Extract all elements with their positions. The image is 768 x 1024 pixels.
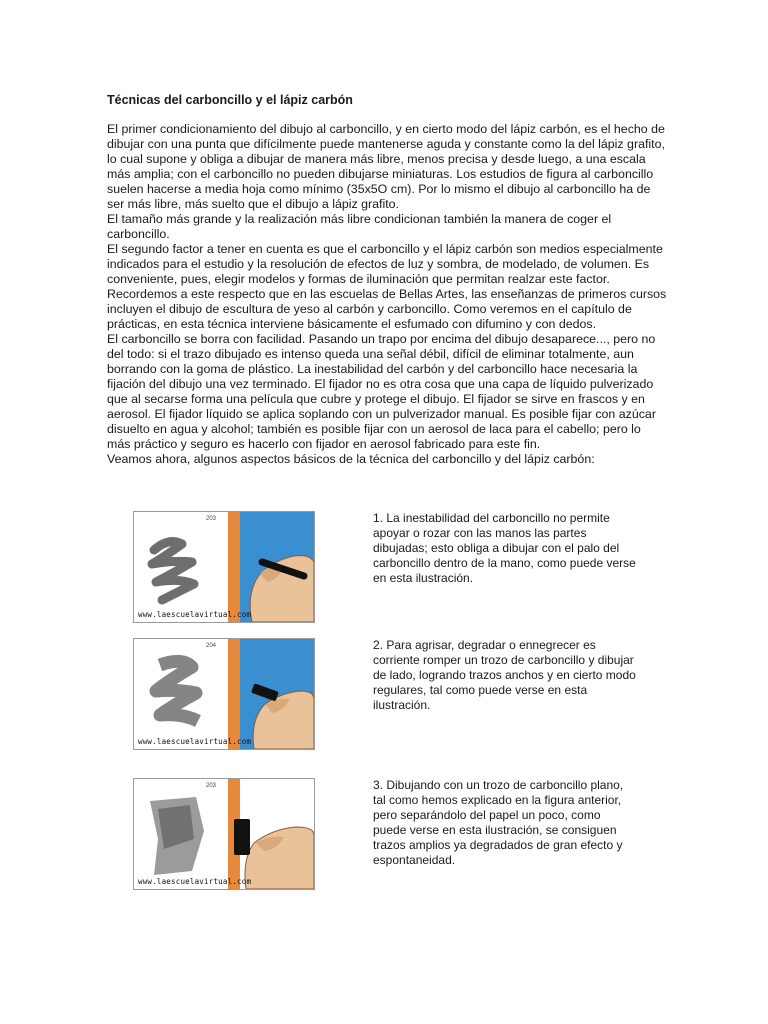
body-text xyxy=(107,122,667,467)
step-1-caption: 1. La inestabilidad del carboncillo no permite apoyar o rozar con las manos las partes dibujadas; esto obliga a dibujar con el palo del carboncillo dentro de la mano, como puede verse en esta ilustración. xyxy=(373,511,636,585)
step-3-illustration xyxy=(133,778,315,890)
watermark: www.laescuelavirtual.com xyxy=(138,737,252,746)
paragraph: El primer condicionamiento del dibujo al carboncillo, y en cierto modo del lápiz carbón, es el hecho de dibujar con una punta que difícilmente puede mantenerse aguda y constante como la del lápiz grafito, lo cual supone y obliga a dibujar de manera más libre, menos precisa y desde luego, a una escala más amplia; con el carboncillo no pueden dibujarse miniaturas. Los estudios de figura al carboncillo suelen hacerse a media hoja como mínimo (35x5O cm). Por lo mismo el dibujo al carboncillo ha de ser más libre, más suelto que el dibujo a lápiz grafito. xyxy=(107,122,665,211)
page-number: 203 xyxy=(206,783,217,789)
paragraph: Veamos ahora, algunos aspectos básicos de la técnica del carboncillo y del lápiz carbón: xyxy=(107,452,595,466)
watermark: www.laescuelavirtual.com xyxy=(138,610,252,619)
paragraph: El carboncillo se borra con facilidad. Pasando un trapo por encima del dibujo desaparece..., pero no del todo: si el trazo dibujado es intenso queda una señal débil, difícil de eliminar totalmente, aun borrando con la goma de plástico. La inestabilidad del carbón y del carboncillo hace necesaria la fijación del dibujo una vez terminado. El fijador no es otra cosa que una capa de líquido pulverizado que al secarse forma una película que cubre y protege el dibujo. El fijador se sirve en frascos y en aerosol. El fijador líquido se aplica soplando con un pulverizador manual. Es posible fijar con azúcar disuelto en agua y alcohol; también es posible fijar con un aerosol de laca para el cabello; pero lo más práctico y seguro es hacerlo con fijador en aerosol fabricado para este fin. xyxy=(107,332,656,451)
watermark: www.laescuelavirtual.com xyxy=(138,877,252,886)
step-1-illustration xyxy=(133,511,315,623)
page-number: 203 xyxy=(206,516,217,522)
paragraph: El segundo factor a tener en cuenta es que el carboncillo y el lápiz carbón son medios especialmente indicados para el estudio y la resolución de efectos de luz y sombra, de modelado, de volumen. Es conveniente, pues, elegir modelos y formas de iluminación que permitan realzar este factor. Recordemos a este respecto que en las escuelas de Bellas Artes, las enseñanzas de primeros cursos incluyen el dibujo de escultura de yeso al carbón y carboncillo. Como veremos en el capítulo de prácticas, en esta técnica interviene básicamente el esfumado con difumino y con dedos. xyxy=(107,242,667,331)
illustration-graphic xyxy=(134,512,314,622)
step-2-illustration xyxy=(133,638,315,750)
page-number: 204 xyxy=(206,643,217,649)
step-1 xyxy=(133,511,673,641)
illustration-graphic xyxy=(134,779,314,889)
step-3 xyxy=(133,778,673,908)
paragraph: El tamaño más grande y la realización más libre condicionan también la manera de coger el carboncillo. xyxy=(107,212,612,241)
document-title: Técnicas del carboncillo y el lápiz carbón xyxy=(107,93,353,107)
illustration-graphic xyxy=(134,639,314,749)
step-2 xyxy=(133,638,673,768)
step-2-caption: 2. Para agrisar, degradar o ennegrecer es corriente romper un trozo de carboncillo y dibujar de lado, logrando trazos anchos y en cierto modo regulares, tal como puede verse en esta ilustración. xyxy=(373,638,636,712)
step-3-caption: 3. Dibujando con un trozo de carboncillo plano, tal como hemos explicado en la figura anterior, pero separándolo del papel un poco, como puede verse en esta ilustración, se consiguen trazos amplios ya degradados de gran efecto y espontaneidad. xyxy=(373,778,624,867)
